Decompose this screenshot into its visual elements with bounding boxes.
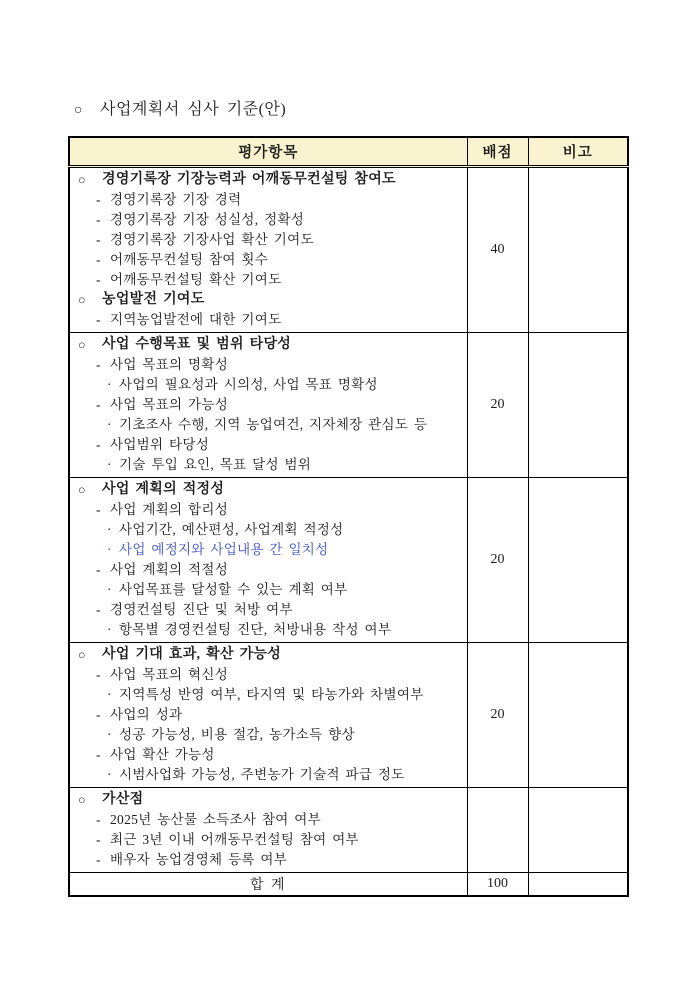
criteria-subitem [70,745,463,765]
criteria-subitem [70,685,463,705]
criteria-item [70,790,463,810]
criteria-subitem [70,435,463,455]
criteria-cell [69,788,467,873]
criteria-subitem [70,375,463,395]
criteria-text: 어깨동무컨설팅 확산 기여도 [110,272,282,287]
criteria-text: 경영기록장 기장사업 확산 기여도 [110,232,314,247]
criteria-subitem [70,210,463,230]
criteria-text: 기술 투입 요인, 목표 달성 범위 [119,457,312,472]
criteria-subitem [70,415,463,435]
criteria-text: 최근 3년 이내 어깨동무컨설팅 참여 여부 [110,832,359,847]
item-bullet: - [96,812,101,827]
criteria-subitem [70,270,463,290]
remark-cell [528,643,628,788]
score-cell: 20 [467,333,528,478]
criteria-text: 어깨동무컨설팅 참여 횟수 [110,252,269,267]
criteria-text: 가산점 [102,792,144,807]
criteria-text: 사업기간, 예산편성, 사업계획 적정성 [119,522,344,537]
criteria-text: 사업 목표의 가능성 [110,397,229,412]
title-bullet: ○ [74,103,83,118]
criteria-item [70,480,463,500]
item-bullet: - [96,357,101,372]
criteria-subitem [70,620,463,640]
criteria-text: 농업발전 기여도 [102,292,205,307]
evaluation-criteria-table [68,136,629,897]
criteria-text: 사업의 필요성과 시의성, 사업 목표 명확성 [119,377,378,392]
item-bullet: - [96,602,101,617]
item-bullet: - [96,437,101,452]
criteria-section-row [69,333,628,478]
criteria-cell [69,643,467,788]
criteria-text: 사업의 성과 [110,707,183,722]
criteria-item [70,335,463,355]
item-bullet: ○ [78,293,86,307]
item-bullet: · [107,687,112,702]
criteria-subitem [70,830,463,850]
item-bullet: - [96,502,101,517]
criteria-text: 경영기록장 기장 성실성, 정확성 [110,212,305,227]
criteria-text: 2025년 농산물 소득조사 참여 여부 [110,812,321,827]
criteria-subitem [70,810,463,830]
item-bullet: - [96,272,101,287]
criteria-subitem [70,395,463,415]
criteria-text: 지역특성 반영 여부, 타지역 및 타농가와 차별여부 [119,687,424,702]
item-bullet: - [96,832,101,847]
item-bullet: · [107,417,112,432]
criteria-text: 성공 가능성, 비용 절감, 농가소득 향상 [119,727,355,742]
total-remark-cell [528,873,628,896]
criteria-subitem [70,310,463,330]
item-bullet: - [96,192,101,207]
criteria-text: 배우자 농업경영체 등록 여부 [110,852,288,867]
criteria-subitem [70,705,463,725]
score-cell: 20 [467,478,528,643]
score-cell: 40 [467,167,528,333]
criteria-subitem [70,560,463,580]
item-bullet: · [107,377,112,392]
criteria-text: 사업 기대 효과, 확산 가능성 [102,647,282,662]
criteria-subitem [70,520,463,540]
criteria-text: 사업 수행목표 및 범위 타당성 [102,337,292,352]
criteria-subitem [70,230,463,250]
criteria-subitem [70,725,463,745]
criteria-text: 사업 확산 가능성 [110,747,215,762]
item-bullet: - [96,212,101,227]
item-bullet: · [107,767,112,782]
criteria-section-row [69,478,628,643]
page-title [74,96,700,119]
criteria-text: 사업 계획의 적정성 [102,482,225,497]
item-bullet: - [96,747,101,762]
criteria-text: 기초조사 수행, 지역 농업여건, 지자체장 관심도 등 [119,417,428,432]
criteria-text: 사업 계획의 적절성 [110,562,229,577]
criteria-text: 사업 목표의 혁신성 [110,667,229,682]
criteria-text: 사업 계획의 합리성 [110,502,229,517]
item-bullet: ○ [78,173,86,187]
criteria-text: 경영기록장 기장 경력 [110,192,242,207]
item-bullet: - [96,707,101,722]
criteria-cell [69,333,467,478]
total-score: 100 [467,873,528,896]
criteria-text: 경영기록장 기장능력과 어깨동무컨설팅 참여도 [102,172,396,187]
table-header-row [69,137,628,167]
criteria-subitem [70,500,463,520]
remark-cell [528,167,628,333]
criteria-subitem [70,580,463,600]
criteria-text: 경영컨설팅 진단 및 처방 여부 [110,602,293,617]
item-bullet: ○ [78,793,86,807]
item-bullet: · [107,622,112,637]
remark-cell [528,788,628,873]
criteria-section-row [69,788,628,873]
item-bullet: - [96,562,101,577]
criteria-subitem [70,850,463,870]
item-bullet: - [96,667,101,682]
criteria-cell [69,167,467,333]
criteria-item [70,645,463,665]
title-text: 사업계획서 심사 기준(안) [100,101,287,118]
criteria-text: 사업 예정지와 사업내용 간 일치성 [119,542,329,557]
item-bullet: - [96,312,101,327]
item-bullet: · [107,542,112,557]
item-bullet: - [96,232,101,247]
item-bullet: · [107,727,112,742]
criteria-subitem [70,600,463,620]
criteria-cell [69,478,467,643]
item-bullet: - [96,252,101,267]
criteria-text: 지역농업발전에 대한 기여도 [110,312,282,327]
item-bullet: · [107,582,112,597]
criteria-item [70,290,463,310]
item-bullet: · [107,522,112,537]
score-cell [467,788,528,873]
criteria-text: 사업목표를 달성할 수 있는 계획 여부 [119,582,348,597]
remark-cell [528,333,628,478]
item-bullet: ○ [78,648,86,662]
criteria-subitem [70,665,463,685]
criteria-text: 사업범위 타당성 [110,437,210,452]
total-label: 합 계 [69,873,467,896]
criteria-item [70,170,463,190]
col-header-criteria: 평가항목 [69,137,467,167]
score-cell: 20 [467,643,528,788]
criteria-section-row [69,643,628,788]
item-bullet: - [96,397,101,412]
criteria-subitem [70,765,463,785]
criteria-text: 시범사업화 가능성, 주변농가 기술적 파급 정도 [119,767,405,782]
criteria-text: 항목별 경영컨설팅 진단, 처방내용 작성 여부 [119,622,392,637]
remark-cell [528,478,628,643]
item-bullet: ○ [78,338,86,352]
col-header-remarks: 비고 [528,137,628,167]
criteria-subitem [70,540,463,560]
col-header-points: 배점 [467,137,528,167]
item-bullet: - [96,852,101,867]
criteria-subitem [70,455,463,475]
criteria-subitem [70,250,463,270]
item-bullet: · [107,457,112,472]
item-bullet: ○ [78,483,86,497]
criteria-subitem [70,190,463,210]
criteria-section-row [69,167,628,333]
criteria-subitem [70,355,463,375]
total-row [69,873,628,896]
criteria-text: 사업 목표의 명확성 [110,357,229,372]
